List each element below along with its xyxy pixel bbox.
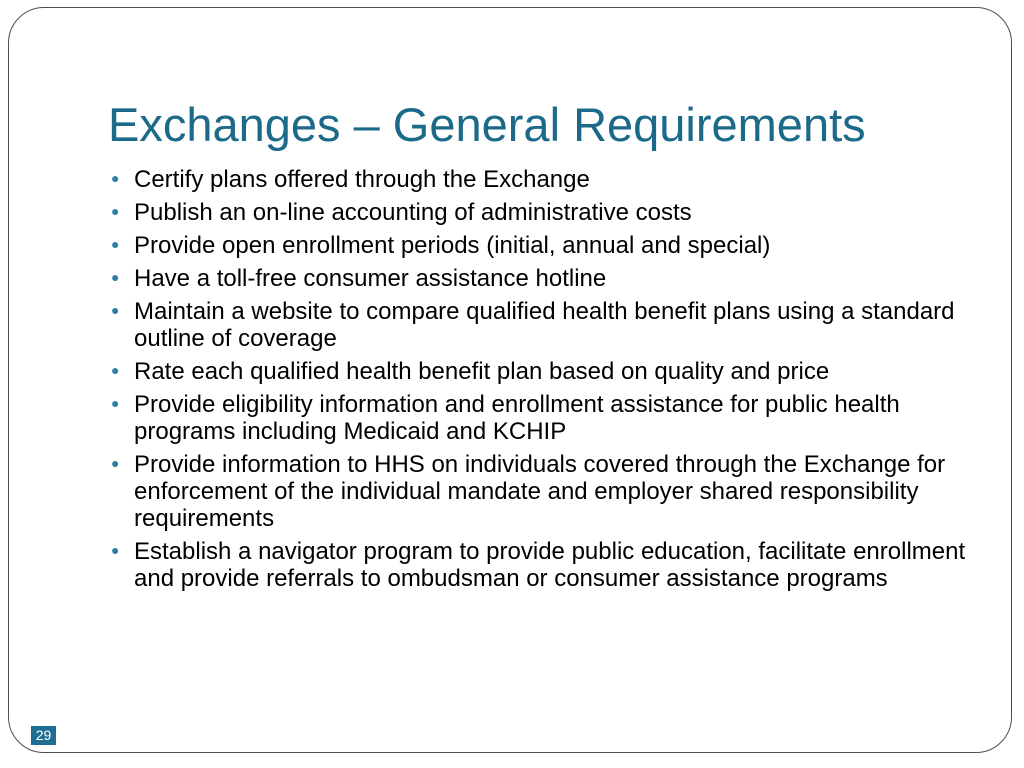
slide-number-badge: 29 — [31, 726, 56, 745]
bullet-dot-icon: ● — [111, 203, 120, 219]
bullet-item-5 — [110, 298, 980, 352]
bullet-item-1 — [110, 166, 980, 193]
bullet-text-1: Certify plans offered through the Exchange — [134, 166, 590, 193]
bullet-dot-icon: ● — [111, 269, 120, 285]
bullet-dot-icon: ● — [111, 236, 120, 252]
bullet-dot-icon: ● — [111, 362, 120, 378]
bullet-text-7: Provide eligibility information and enrollment assistance for public health programs including Medicaid and KCHIP — [134, 391, 900, 445]
bullet-text-3: Provide open enrollment periods (initial, annual and special) — [134, 232, 771, 259]
bullet-item-6 — [110, 358, 980, 385]
bullet-item-2 — [110, 199, 980, 226]
bullet-item-9 — [110, 538, 980, 592]
bullet-dot-icon: ● — [111, 170, 120, 186]
bullet-text-4: Have a toll-free consumer assistance hotline — [134, 265, 607, 292]
bullet-text-8: Provide information to HHS on individuals covered through the Exchange for enforcement of the individual mandate and employer shared responsibility requirements — [134, 451, 946, 532]
bullet-text-5: Maintain a website to compare qualified health benefit plans using a standard outline of coverage — [134, 298, 955, 352]
bullet-item-7 — [110, 391, 980, 445]
bullet-item-8 — [110, 451, 980, 532]
bullet-dot-icon: ● — [111, 302, 120, 318]
bullet-item-3 — [110, 232, 980, 259]
bullet-text-9: Establish a navigator program to provide public education, facilitate enrollment and provide referrals to ombudsman or consumer assistance programs — [134, 538, 966, 592]
bullet-item-4 — [110, 265, 980, 292]
bullet-dot-icon: ● — [111, 542, 120, 558]
bullet-text-6: Rate each qualified health benefit plan based on quality and price — [134, 358, 830, 385]
slide-title: Exchanges – General Requirements — [108, 98, 866, 151]
bullet-dot-icon: ● — [111, 455, 120, 471]
bullet-dot-icon: ● — [111, 395, 120, 411]
bullet-text-2: Publish an on-line accounting of administrative costs — [134, 199, 692, 226]
bullet-list — [110, 166, 980, 598]
